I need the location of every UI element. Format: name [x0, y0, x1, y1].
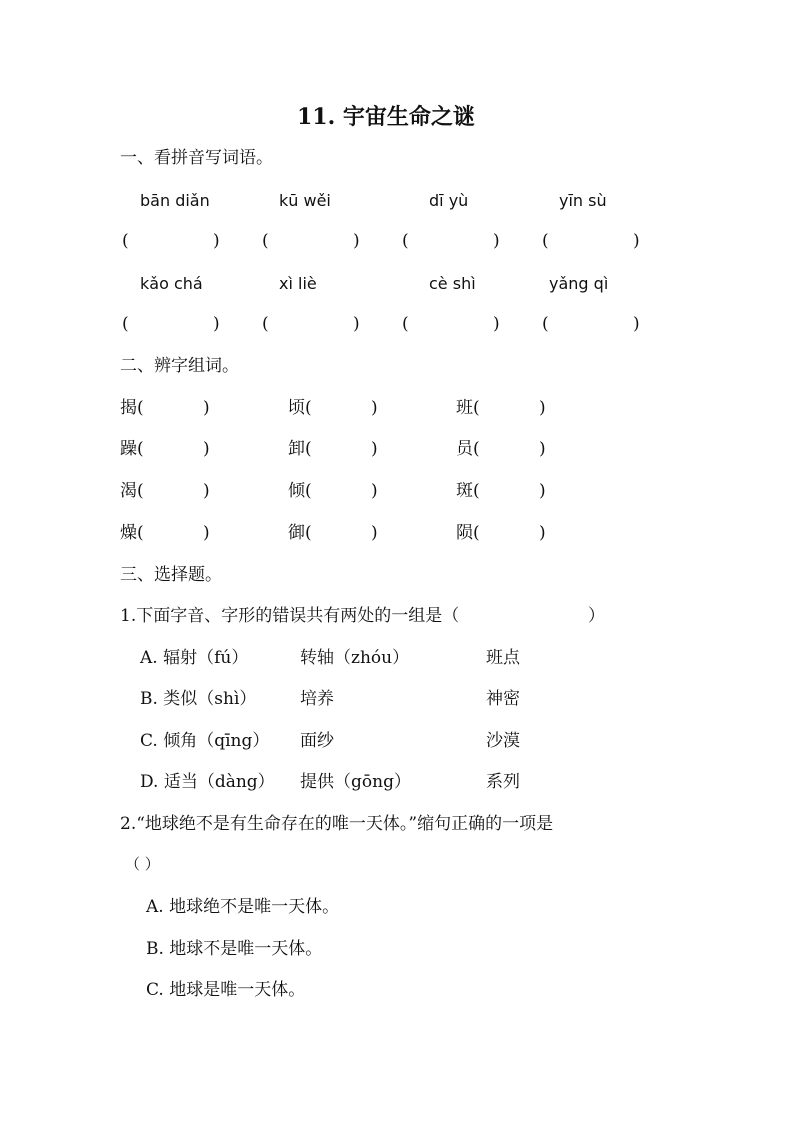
word-close: ) [539, 398, 546, 418]
paren-open: ( [542, 314, 549, 334]
option-b[interactable]: B. 类似（shì） [140, 689, 257, 709]
paren-close: ) [213, 314, 220, 334]
word-close: ) [371, 439, 378, 459]
word-item[interactable]: 揭( [120, 398, 144, 418]
section2-heading: 二、辨字组词。 [120, 356, 239, 376]
word-close: ) [371, 523, 378, 543]
word-close: ) [203, 481, 210, 501]
option-c-right: 沙漠 [486, 731, 520, 751]
word-item[interactable]: 倾( [288, 481, 312, 501]
page-title: 11. 宇宙生命之谜 [297, 104, 475, 130]
paren-close: ) [213, 231, 220, 251]
word-item[interactable]: 渴( [120, 481, 144, 501]
pinyin-item: yǎng qì [549, 274, 609, 293]
option-a[interactable]: A. 地球绝不是唯一天体。 [146, 897, 340, 917]
pinyin-item: kū wěi [279, 191, 331, 210]
option-a-mid: 转轴（zhóu） [300, 648, 410, 668]
paren-open: ( [402, 231, 409, 251]
word-close: ) [203, 523, 210, 543]
paren-open: ( [262, 314, 269, 334]
word-close: ) [539, 523, 546, 543]
word-close: ) [203, 398, 210, 418]
option-b-mid: 培养 [300, 689, 334, 709]
section3-heading: 三、选择题。 [120, 565, 222, 585]
word-item[interactable]: 卸( [288, 439, 312, 459]
paren-open: ( [262, 231, 269, 251]
option-d-mid: 提供（gōng） [300, 772, 411, 792]
question-stem: 2.“地球绝不是有生命存在的唯一天体。”缩句正确的一项是 [120, 814, 554, 834]
pinyin-item: kǎo chá [140, 274, 203, 293]
paren-open: ( [122, 314, 129, 334]
option-c[interactable]: C. 地球是唯一天体。 [146, 980, 306, 1000]
option-c[interactable]: C. 倾角（qīng） [140, 731, 270, 751]
paren-open: ( [542, 231, 549, 251]
option-a[interactable]: A. 辐射（fú） [140, 648, 249, 668]
word-item[interactable]: 躁( [120, 439, 144, 459]
question-stem: 1.下面字音、字形的错误共有两处的一组是（ [120, 606, 460, 626]
paren-close: ) [633, 231, 640, 251]
answer-blank-close[interactable]: ） [588, 606, 605, 626]
option-c-mid: 面纱 [300, 731, 334, 751]
pinyin-item: xì liè [279, 274, 317, 293]
option-b-right: 神密 [486, 689, 520, 709]
paren-close: ) [633, 314, 640, 334]
pinyin-item: dī yù [429, 191, 469, 210]
pinyin-item: bān diǎn [140, 191, 210, 210]
paren-open: ( [122, 231, 129, 251]
paren-close: ) [493, 314, 500, 334]
paren-close: ) [353, 231, 360, 251]
word-close: ) [539, 439, 546, 459]
word-item[interactable]: 班( [456, 398, 480, 418]
option-d[interactable]: D. 适当（dàng） [140, 772, 275, 792]
word-item[interactable]: 员( [456, 439, 480, 459]
paren-close: ) [493, 231, 500, 251]
word-close: ) [539, 481, 546, 501]
option-b[interactable]: B. 地球不是唯一天体。 [146, 939, 323, 959]
paren-close: ) [353, 314, 360, 334]
answer-blank[interactable]: （ ） [125, 855, 160, 873]
pinyin-item: yīn sù [559, 191, 607, 210]
word-close: ) [371, 481, 378, 501]
word-item[interactable]: 陨( [456, 523, 480, 543]
word-item[interactable]: 顷( [288, 398, 312, 418]
option-d-right: 系列 [486, 772, 520, 792]
word-item[interactable]: 御( [288, 523, 312, 543]
paren-open: ( [402, 314, 409, 334]
word-item[interactable]: 燥( [120, 523, 144, 543]
word-item[interactable]: 斑( [456, 481, 480, 501]
word-close: ) [371, 398, 378, 418]
word-close: ) [203, 439, 210, 459]
section1-heading: 一、看拼音写词语。 [120, 148, 273, 168]
option-a-right: 班点 [486, 648, 520, 668]
pinyin-item: cè shì [429, 274, 476, 293]
